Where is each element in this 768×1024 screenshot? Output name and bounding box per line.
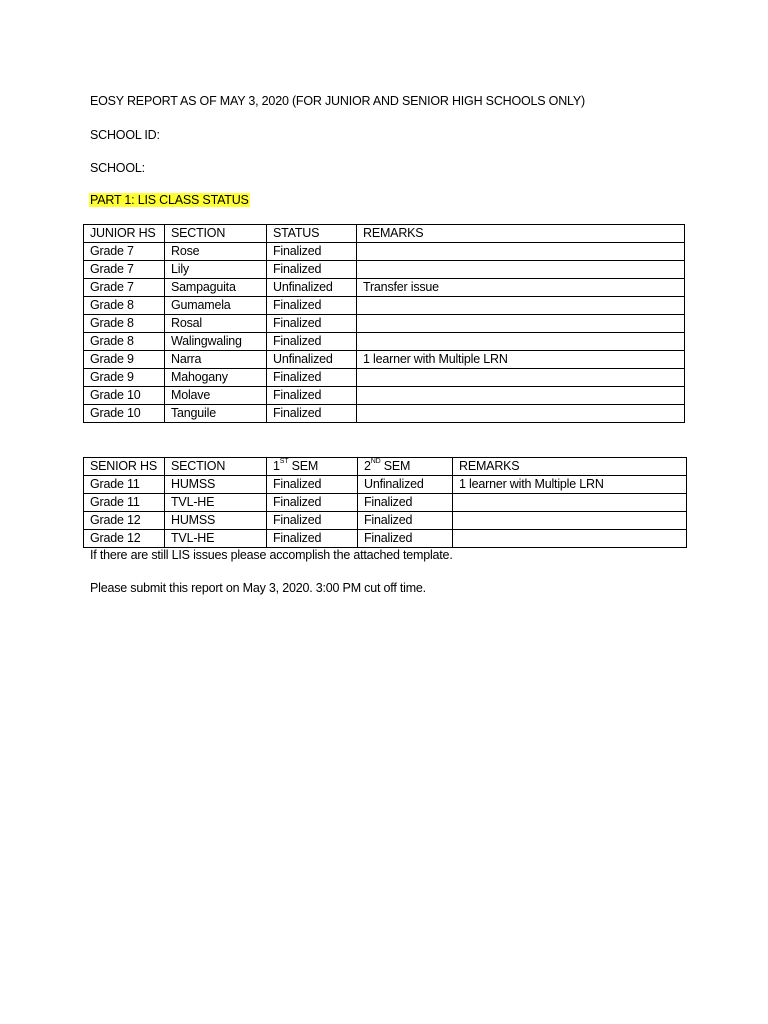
table-cell: Finalized — [267, 369, 357, 387]
header-cell: SENIOR HS — [84, 458, 165, 476]
table-row — [84, 297, 685, 315]
table-cell: Finalized — [358, 530, 453, 548]
table-cell: Grade 12 — [84, 512, 165, 530]
table-cell — [357, 369, 685, 387]
sem1-number: 1 — [273, 459, 280, 473]
table-cell: Grade 10 — [84, 387, 165, 405]
header-cell: SECTION — [165, 458, 267, 476]
table-row — [84, 279, 685, 297]
table-cell: HUMSS — [165, 512, 267, 530]
table-row — [84, 405, 685, 423]
table-cell: Unfinalized — [267, 351, 357, 369]
table-cell: 1 learner with Multiple LRN — [357, 351, 685, 369]
table-cell — [357, 315, 685, 333]
report-title: EOSY REPORT AS OF MAY 3, 2020 (FOR JUNIOR AND SENIOR HIGH SCHOOLS ONLY) — [90, 94, 585, 108]
table-cell: Mahogany — [165, 369, 267, 387]
table-row — [84, 351, 685, 369]
table-cell: Grade 8 — [84, 333, 165, 351]
table-cell: Finalized — [267, 243, 357, 261]
table-cell: Finalized — [267, 494, 358, 512]
table-cell: Finalized — [267, 476, 358, 494]
sem1-superscript: ST — [279, 458, 289, 465]
header-cell: STATUS — [267, 225, 357, 243]
table-cell: Finalized — [267, 387, 357, 405]
table-cell: Grade 7 — [84, 261, 165, 279]
table-row — [84, 243, 685, 261]
table-header-row — [84, 225, 685, 243]
table-cell: Gumamela — [165, 297, 267, 315]
table-cell: Unfinalized — [358, 476, 453, 494]
sem1-text: SEM — [288, 459, 319, 473]
note-lis-issues: If there are still LIS issues please accomplish the attached template. — [90, 548, 453, 562]
table-cell: Grade 9 — [84, 369, 165, 387]
table-cell: Finalized — [267, 405, 357, 423]
table-row — [84, 333, 685, 351]
table-cell: Grade 9 — [84, 351, 165, 369]
table-cell: Sampaguita — [165, 279, 267, 297]
table-cell: Finalized — [267, 261, 357, 279]
table-cell: TVL-HE — [165, 494, 267, 512]
table-cell: Walingwaling — [165, 333, 267, 351]
table-cell — [357, 405, 685, 423]
table-row — [84, 387, 685, 405]
table-cell: Finalized — [358, 512, 453, 530]
table-cell: Finalized — [267, 297, 357, 315]
table-cell: 1 learner with Multiple LRN — [453, 476, 687, 494]
part1-heading: PART 1: LIS CLASS STATUS — [90, 193, 249, 207]
table-cell: TVL-HE — [165, 530, 267, 548]
table-cell: Finalized — [358, 494, 453, 512]
table-cell: Finalized — [267, 333, 357, 351]
header-cell: JUNIOR HS — [84, 225, 165, 243]
note-submission: Please submit this report on May 3, 2020. 3:00 PM cut off time. — [90, 581, 426, 595]
school-id-label: SCHOOL ID: — [90, 128, 160, 142]
table-cell: Grade 7 — [84, 243, 165, 261]
table-cell: Unfinalized — [267, 279, 357, 297]
table-row — [84, 512, 687, 530]
table-cell — [357, 297, 685, 315]
senior-hs-table — [83, 457, 687, 548]
table-row — [84, 530, 687, 548]
sem2-text: SEM — [380, 459, 411, 473]
table-cell: Lily — [165, 261, 267, 279]
table-cell: Grade 7 — [84, 279, 165, 297]
table-cell — [453, 494, 687, 512]
table-cell — [453, 530, 687, 548]
sem2-number: 2 — [364, 459, 371, 473]
table-cell — [357, 261, 685, 279]
table-cell: Grade 11 — [84, 494, 165, 512]
table-cell: Grade 10 — [84, 405, 165, 423]
table-cell: Grade 8 — [84, 315, 165, 333]
table-row — [84, 315, 685, 333]
table-row — [84, 494, 687, 512]
header-cell-1st-sem — [267, 458, 358, 476]
table-cell: Grade 11 — [84, 476, 165, 494]
header-cell: REMARKS — [453, 458, 687, 476]
table-cell — [357, 387, 685, 405]
table-cell — [453, 512, 687, 530]
table-row — [84, 476, 687, 494]
table-cell: Tanguile — [165, 405, 267, 423]
table-cell: Finalized — [267, 315, 357, 333]
table-cell: Finalized — [267, 530, 358, 548]
table-cell — [357, 333, 685, 351]
table-cell: Rose — [165, 243, 267, 261]
table-cell: Grade 12 — [84, 530, 165, 548]
table-cell: Finalized — [267, 512, 358, 530]
table-header-row — [84, 458, 687, 476]
junior-hs-table — [83, 224, 685, 423]
table-row — [84, 261, 685, 279]
school-label: SCHOOL: — [90, 161, 145, 175]
table-cell: Molave — [165, 387, 267, 405]
header-cell: REMARKS — [357, 225, 685, 243]
table-cell: HUMSS — [165, 476, 267, 494]
sem2-superscript: ND — [370, 458, 381, 465]
header-cell: SECTION — [165, 225, 267, 243]
table-cell — [357, 243, 685, 261]
table-cell: Grade 8 — [84, 297, 165, 315]
table-row — [84, 369, 685, 387]
table-cell: Narra — [165, 351, 267, 369]
table-cell: Rosal — [165, 315, 267, 333]
table-cell: Transfer issue — [357, 279, 685, 297]
header-cell-2nd-sem — [358, 458, 453, 476]
